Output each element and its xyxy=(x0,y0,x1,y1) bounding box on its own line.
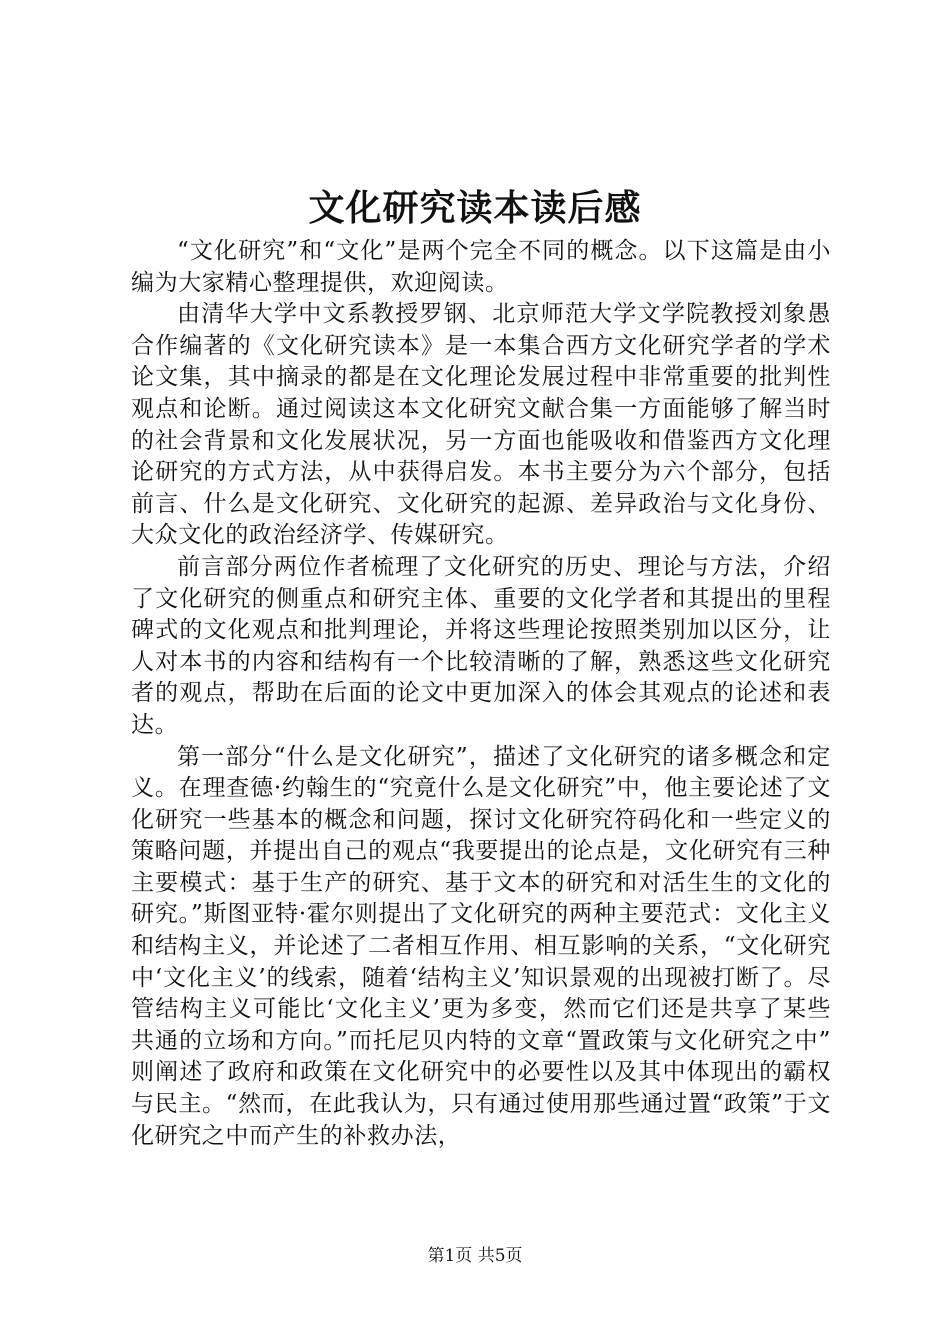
document-title: 文化研究读本读后感 xyxy=(308,187,642,229)
page-footer: 第1页 共5页 xyxy=(427,1246,523,1266)
document-body xyxy=(131,236,831,1152)
paragraph-book-overview: 由清华大学中文系教授罗钢、北京师范大学文学院教授刘象愚合作编著的《文化研究读本》是一本集合西方文化研究学者的学术论文集，其中摘录的都是在文化理论发展过程中非常重要的批判性观点和论断。通过阅读这本文化研究文献合集一方面能够了解当时的社会背景和文化发展状况，另一方面也能吸收和借鉴西方文化理论研究的方式方法，从中获得启发。本书主要分为六个部分，包括前言、什么是文化研究、文化研究的起源、差异政治与文化身份、大众文化的政治经济学、传媒研究。 xyxy=(131,301,831,549)
paragraph-part-one: 第一部分“什么是文化研究”，描述了文化研究的诸多概念和定义。在理查德·约翰生的“究竟什么是文化研究”中，他主要论述了文化研究一些基本的概念和问题，探讨文化研究符码化和一些定义的策略问题，并提出自己的观点“我要提出的论点是，文化研究有三种主要模式：基于生产的研究、基于文本的研究和对活生生的文化的研究。”斯图亚特·霍尔则提出了文化研究的两种主要范式：文化主义和结构主义，并论述了二者相互作用、相互影响的关系，“文化研究中‘文化主义’的线索，随着‘结构主义’知识景观的出现被打断了。尽管结构主义可能比‘文化主义’更为多变，然而它们还是共享了某些共通的立场和方向。”而托尼贝内特的文章“置政策与文化研究之中”则阐述了政府和政策在文化研究中的必要性以及其中体现出的霸权与民主。“然而，在此我认为，只有通过使用那些通过置“政策”于文化研究之中而产生的补救办法， xyxy=(131,743,831,1149)
paragraph-preface: 前言部分两位作者梳理了文化研究的历史、理论与方法，介绍了文化研究的侧重点和研究主体、重要的文化学者和其提出的里程碑式的文化观点和批判理论，并将这些理论按照类别加以区分，让人对本书的内容和结构有一个比较清晰的了解，熟悉这些文化研究者的观点，帮助在后面的论文中更加深入的体会其观点的论述和表达。 xyxy=(131,553,831,738)
paragraph-intro: “文化研究”和“文化”是两个完全不同的概念。以下这篇是由小编为大家精心整理提供，欢迎阅读。 xyxy=(131,238,831,296)
